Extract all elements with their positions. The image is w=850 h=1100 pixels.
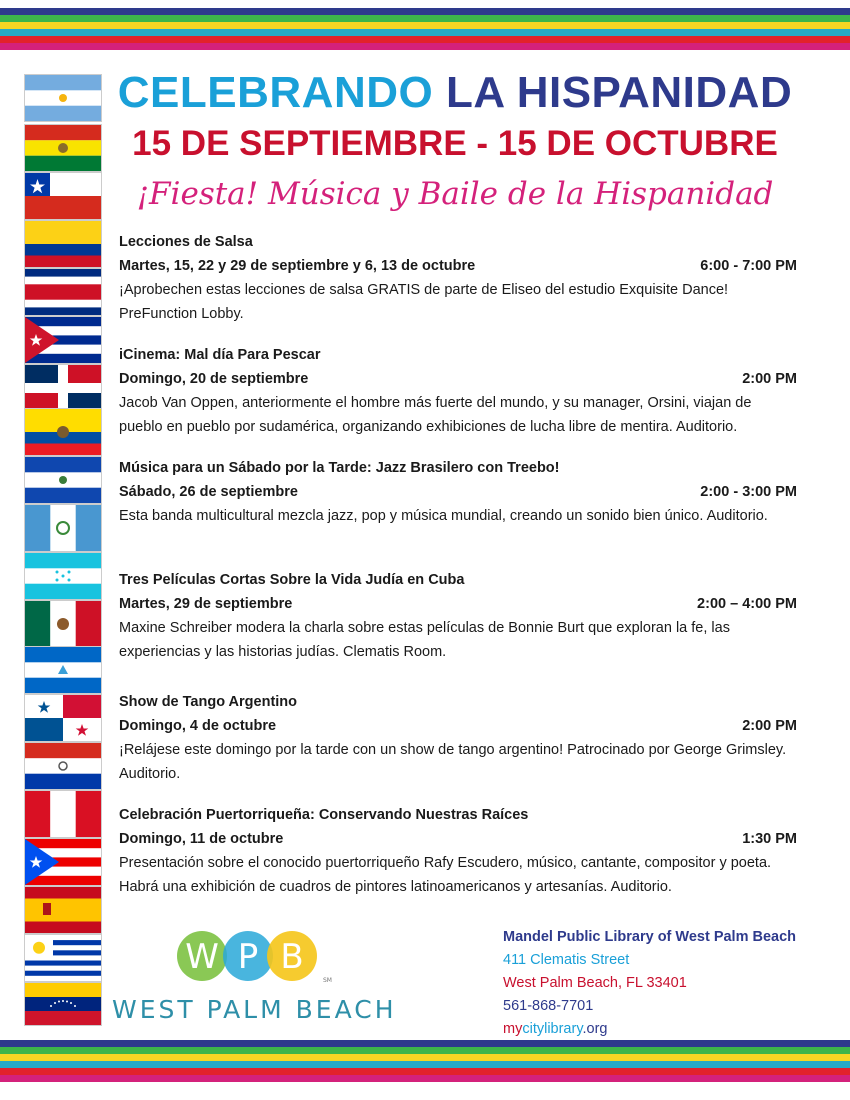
event-description: Presentación sobre el conocido puertorriqueño Rafy Escudero, músico, cantante, compositor y poeta. Habrá una exhibición de cuadros de pintores latinoamericanos y artesanías. Auditorio. — [119, 855, 772, 895]
peru-flag — [24, 790, 102, 838]
website-part-2: citylibrary — [522, 1021, 583, 1037]
library-phone: 561-868-7701 — [503, 998, 594, 1014]
paraguay-flag — [24, 742, 102, 790]
top-stripes — [0, 8, 850, 50]
event-title: Tres Películas Cortas Sobre la Vida Judía en Cuba — [119, 572, 465, 588]
ecuador-flag — [24, 408, 102, 456]
event-time: 1:30 PM — [742, 831, 797, 847]
honduras-flag — [24, 552, 102, 600]
event-title: Show de Tango Argentino — [119, 694, 298, 710]
panama-flag — [24, 694, 102, 742]
library-name: Mandel Public Library of West Palm Beach — [503, 929, 797, 945]
library-city: West Palm Beach, FL 33401 — [503, 975, 687, 991]
title-part-2: LA HISPANIDAD — [445, 68, 793, 117]
library-street: 411 Clematis Street — [503, 952, 630, 968]
spain-flag — [24, 886, 102, 934]
event-date: Sábado, 26 de septiembre — [119, 484, 298, 500]
event-description: Maxine Schreiber modera la charla sobre estas películas de Bonnie Burt que exploran la fe, las experiencias y las historias judías. Clematis Room. — [119, 620, 730, 660]
colombia-flag — [24, 220, 102, 268]
mexico-flag — [24, 600, 102, 648]
costa-rica-flag — [24, 268, 102, 316]
logo-service-mark: SM — [323, 977, 332, 984]
event-time: 6:00 - 7:00 PM — [700, 258, 797, 274]
website-part-3: .org — [582, 1021, 608, 1037]
event-item — [119, 230, 797, 326]
library-address — [503, 926, 796, 1041]
cuba-flag — [24, 316, 102, 364]
library-website[interactable] — [503, 1018, 796, 1041]
venezuela-flag — [24, 982, 102, 1026]
event-date: Martes, 15, 22 y 29 de septiembre y 6, 13 de octubre — [119, 258, 476, 274]
event-title: Celebración Puertorriqueña: Conservando Nuestras Raíces — [119, 807, 529, 823]
event-description: ¡Relájese este domingo por la tarde con un show de tango argentino! Patrocinado por George Grimsley. Auditorio. — [119, 742, 787, 782]
bolivia-flag — [24, 124, 102, 172]
page-title — [110, 68, 800, 118]
dominican-republic-flag — [24, 364, 102, 412]
event-time: 2:00 PM — [742, 718, 797, 734]
logo-letter-w: W — [185, 937, 219, 977]
event-description: Esta banda multicultural mezcla jazz, pop y música mundial, creando un sonido bien único. Auditorio. — [119, 508, 768, 524]
event-date: Domingo, 4 de octubre — [119, 718, 277, 734]
celebration-dates: 15 DE SEPTIEMBRE - 15 DE OCTUBRE — [132, 124, 778, 163]
event-title: iCinema: Mal día Para Pescar — [119, 347, 321, 363]
uruguay-flag — [24, 934, 102, 982]
logo-letter-p: P — [237, 937, 259, 977]
argentina-flag — [24, 74, 102, 122]
event-time: 2:00 - 3:00 PM — [700, 484, 797, 500]
event-item — [119, 343, 797, 439]
event-date: Domingo, 11 de octubre — [119, 831, 284, 847]
event-description: ¡Aprobechen estas lecciones de salsa GRATIS de parte de Eliseo del estudio Exquisite Dance! PreFunction Lobby. — [119, 282, 729, 322]
event-date: Domingo, 20 de septiembre — [119, 371, 309, 387]
puerto-rico-flag — [24, 838, 102, 886]
logo-letter-b: B — [280, 937, 304, 977]
event-item — [119, 690, 797, 786]
title-part-1: CELEBRANDO — [117, 68, 434, 117]
chile-flag — [24, 172, 102, 220]
guatemala-flag — [24, 504, 102, 552]
event-item — [119, 456, 797, 528]
bottom-stripes — [0, 1040, 850, 1082]
nicaragua-flag — [24, 646, 102, 694]
event-time: 2:00 PM — [742, 371, 797, 387]
event-time: 2:00 – 4:00 PM — [697, 596, 797, 612]
event-date: Martes, 29 de septiembre — [119, 596, 293, 612]
event-description: Jacob Van Oppen, anteriormente el hombre más fuerte del mundo, y su manager, Orsini, viajan de pueblo en pueblo por sudamérica, organizando exhibiciones de lucha libre de mentira. Auditorio. — [119, 395, 752, 435]
event-title: Música para un Sábado por la Tarde: Jazz Brasilero con Treebo! — [119, 460, 560, 476]
logo-text: WEST PALM BEACH — [112, 995, 397, 1024]
website-part-1: my — [503, 1021, 523, 1037]
event-item — [119, 803, 797, 899]
event-item — [119, 568, 797, 664]
event-title: Lecciones de Salsa — [119, 234, 253, 250]
page-subtitle: ¡Fiesta! Música y Baile de la Hispanidad — [136, 176, 774, 212]
el-salvador-flag — [24, 456, 102, 504]
